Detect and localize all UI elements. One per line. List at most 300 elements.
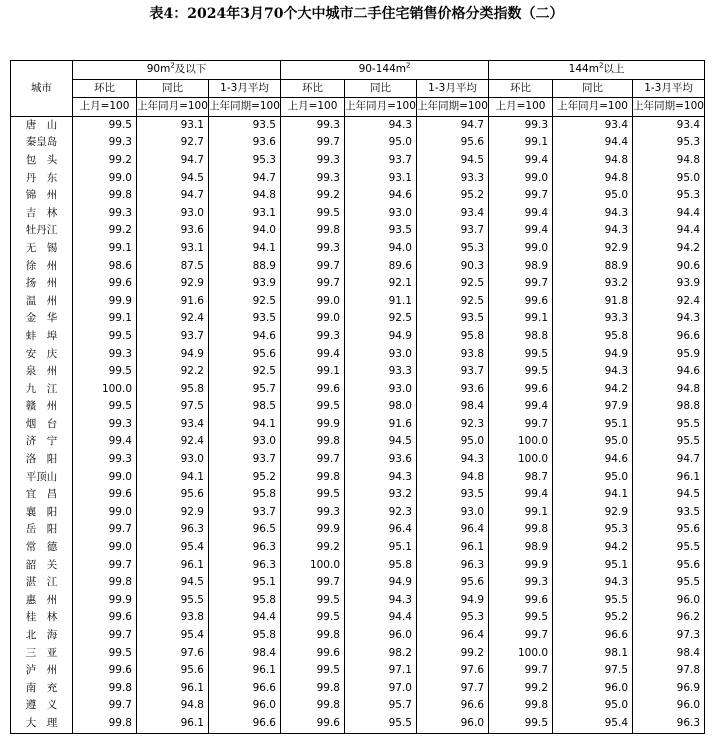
index-value: 94.9 (345, 574, 417, 592)
index-value: 99.4 (489, 152, 553, 170)
table-row (11, 662, 705, 680)
index-value: 96.2 (633, 609, 705, 627)
index-value: 96.1 (417, 539, 489, 557)
index-value: 97.7 (417, 680, 489, 698)
index-value: 99.5 (281, 662, 345, 680)
base-header-same-month: 上年同月=100 (345, 98, 417, 117)
index-value: 99.2 (73, 152, 137, 170)
index-value: 92.3 (417, 416, 489, 434)
index-value: 93.9 (209, 275, 281, 293)
index-value: 99.7 (281, 258, 345, 276)
index-value: 92.5 (209, 293, 281, 311)
index-value: 96.9 (633, 680, 705, 698)
index-value: 99.5 (281, 205, 345, 223)
index-value: 98.1 (553, 645, 633, 663)
index-value: 95.2 (553, 609, 633, 627)
index-value: 99.0 (489, 240, 553, 258)
index-value: 94.6 (345, 187, 417, 205)
index-value: 99.9 (73, 592, 137, 610)
index-value: 94.0 (345, 240, 417, 258)
city-name: 温 州 (11, 293, 73, 311)
table-row (11, 310, 705, 328)
index-value: 98.7 (489, 469, 553, 487)
city-name: 北 海 (11, 627, 73, 645)
index-value: 95.6 (137, 662, 209, 680)
index-value: 93.7 (345, 152, 417, 170)
sub-header-avg: 1-3月平均 (633, 79, 705, 98)
index-value: 99.8 (489, 521, 553, 539)
city-name: 大 理 (11, 715, 73, 733)
index-value: 96.6 (553, 627, 633, 645)
group-header-over-144: $144m^2$以上 (489, 61, 705, 80)
index-value: 93.6 (209, 134, 281, 152)
index-value: 99.7 (489, 187, 553, 205)
table-row (11, 715, 705, 733)
table-body (11, 116, 705, 733)
index-value: 88.9 (553, 258, 633, 276)
city-name: 丹 东 (11, 170, 73, 188)
index-value: 99.3 (281, 504, 345, 522)
index-value: 96.3 (209, 539, 281, 557)
index-value: 99.8 (281, 222, 345, 240)
table-row (11, 557, 705, 575)
index-value: 96.4 (417, 627, 489, 645)
index-value: 96.6 (209, 680, 281, 698)
index-value: 91.8 (553, 293, 633, 311)
city-name: 洛 阳 (11, 451, 73, 469)
index-value: 98.0 (345, 398, 417, 416)
table-row (11, 293, 705, 311)
table-row (11, 416, 705, 434)
index-value: 94.9 (417, 592, 489, 610)
index-value: 95.8 (417, 328, 489, 346)
header-base-row (11, 98, 705, 117)
index-value: 99.6 (489, 381, 553, 399)
index-value: 99.0 (73, 469, 137, 487)
index-value: 99.5 (489, 609, 553, 627)
city-name: 徐 州 (11, 258, 73, 276)
index-value: 99.2 (417, 645, 489, 663)
index-value: 99.3 (489, 574, 553, 592)
index-value: 99.3 (281, 328, 345, 346)
index-value: 99.1 (73, 310, 137, 328)
index-value: 95.2 (417, 187, 489, 205)
index-value: 99.6 (281, 381, 345, 399)
index-value: 99.8 (281, 680, 345, 698)
index-value: 99.5 (73, 328, 137, 346)
index-value: 95.6 (137, 486, 209, 504)
index-value: 95.2 (209, 469, 281, 487)
city-name: 包 头 (11, 152, 73, 170)
index-value: 99.7 (489, 275, 553, 293)
index-value: 92.2 (137, 363, 209, 381)
index-value: 99.4 (489, 486, 553, 504)
table-row (11, 574, 705, 592)
index-value: 90.3 (417, 258, 489, 276)
index-value: 100.0 (73, 381, 137, 399)
price-index-table (10, 60, 705, 734)
index-value: 96.0 (633, 697, 705, 715)
index-value: 99.0 (281, 293, 345, 311)
index-value: 95.8 (209, 627, 281, 645)
sub-header-avg: 1-3月平均 (209, 79, 281, 98)
index-value: 98.8 (633, 398, 705, 416)
index-value: 99.2 (281, 539, 345, 557)
index-value: 93.1 (345, 170, 417, 188)
index-value: 93.1 (137, 116, 209, 134)
index-value: 93.5 (209, 310, 281, 328)
index-value: 94.5 (137, 170, 209, 188)
index-value: 99.5 (73, 398, 137, 416)
index-value: 95.4 (137, 627, 209, 645)
index-value: 88.9 (209, 258, 281, 276)
index-value: 95.0 (633, 170, 705, 188)
index-value: 94.8 (137, 697, 209, 715)
index-value: 92.5 (417, 293, 489, 311)
index-value: 99.6 (73, 275, 137, 293)
index-value: 99.4 (281, 346, 345, 364)
sub-header-yoy: 同比 (553, 79, 633, 98)
index-value: 99.7 (281, 574, 345, 592)
index-value: 94.2 (553, 381, 633, 399)
index-value: 99.3 (73, 451, 137, 469)
table-row (11, 152, 705, 170)
index-value: 94.4 (633, 205, 705, 223)
table-row (11, 451, 705, 469)
index-value: 95.3 (417, 240, 489, 258)
index-value: 99.6 (73, 662, 137, 680)
index-value: 95.5 (137, 592, 209, 610)
index-value: 95.3 (553, 521, 633, 539)
index-value: 96.1 (633, 469, 705, 487)
index-value: 96.4 (417, 521, 489, 539)
index-value: 99.7 (489, 416, 553, 434)
index-value: 99.5 (489, 363, 553, 381)
table-row (11, 187, 705, 205)
city-name: 扬 州 (11, 275, 73, 293)
table-row (11, 504, 705, 522)
table-row (11, 469, 705, 487)
index-value: 94.4 (553, 134, 633, 152)
index-value: 92.7 (137, 134, 209, 152)
index-value: 99.8 (281, 627, 345, 645)
index-value: 99.7 (281, 275, 345, 293)
index-value: 99.6 (281, 715, 345, 733)
index-value: 94.8 (553, 152, 633, 170)
index-value: 96.3 (137, 521, 209, 539)
city-name: 锦 州 (11, 187, 73, 205)
city-name: 桂 林 (11, 609, 73, 627)
index-value: 92.4 (633, 293, 705, 311)
index-value: 93.4 (417, 205, 489, 223)
base-header-prev-month: 上月=100 (281, 98, 345, 117)
city-name: 唐 山 (11, 116, 73, 134)
index-value: 96.0 (345, 627, 417, 645)
index-value: 92.9 (137, 275, 209, 293)
index-value: 97.5 (553, 662, 633, 680)
index-value: 94.3 (553, 205, 633, 223)
index-value: 99.4 (489, 398, 553, 416)
index-value: 99.3 (281, 240, 345, 258)
index-value: 100.0 (489, 451, 553, 469)
city-name: 烟 台 (11, 416, 73, 434)
index-value: 94.7 (417, 116, 489, 134)
base-header-prev-month: 上月=100 (489, 98, 553, 117)
index-value: 99.9 (281, 521, 345, 539)
table-title: 表4：2024年3月70个大中城市二手住宅销售价格分类指数（二） (149, 6, 564, 22)
index-value: 93.7 (137, 328, 209, 346)
index-value: 99.5 (73, 645, 137, 663)
index-value: 99.3 (281, 152, 345, 170)
index-value: 93.5 (209, 116, 281, 134)
base-header-same-period: 上年同期=100 (209, 98, 281, 117)
index-value: 93.0 (137, 205, 209, 223)
index-value: 93.6 (345, 451, 417, 469)
index-value: 92.9 (553, 240, 633, 258)
index-value: 93.3 (417, 170, 489, 188)
index-value: 99.6 (73, 609, 137, 627)
city-name: 赣 州 (11, 398, 73, 416)
index-value: 99.5 (281, 609, 345, 627)
index-value: 94.9 (137, 346, 209, 364)
index-value: 91.6 (137, 293, 209, 311)
index-value: 99.8 (73, 187, 137, 205)
sub-header-avg: 1-3月平均 (417, 79, 489, 98)
index-value: 99.8 (281, 433, 345, 451)
index-value: 93.7 (209, 451, 281, 469)
city-name: 泸 州 (11, 662, 73, 680)
index-value: 99.3 (73, 416, 137, 434)
index-value: 95.1 (209, 574, 281, 592)
index-value: 96.1 (137, 715, 209, 733)
index-value: 94.1 (209, 240, 281, 258)
index-value: 99.7 (73, 557, 137, 575)
index-value: 93.9 (633, 275, 705, 293)
index-value: 95.6 (209, 346, 281, 364)
index-value: 94.4 (345, 609, 417, 627)
index-value: 92.9 (137, 504, 209, 522)
index-value: 96.0 (417, 715, 489, 733)
index-value: 99.9 (489, 557, 553, 575)
index-value: 90.6 (633, 258, 705, 276)
index-value: 94.3 (633, 310, 705, 328)
index-value: 92.5 (417, 275, 489, 293)
index-value: 99.5 (281, 592, 345, 610)
index-value: 95.5 (633, 416, 705, 434)
index-value: 99.9 (281, 416, 345, 434)
index-value: 93.7 (209, 504, 281, 522)
city-name: 湛 江 (11, 574, 73, 592)
index-value: 96.5 (209, 521, 281, 539)
index-value: 99.4 (489, 205, 553, 223)
base-header-prev-month: 上月=100 (73, 98, 137, 117)
table-row (11, 170, 705, 188)
index-value: 96.1 (137, 680, 209, 698)
index-value: 95.8 (209, 486, 281, 504)
index-value: 95.0 (417, 433, 489, 451)
index-value: 93.5 (417, 486, 489, 504)
table-row (11, 275, 705, 293)
table-row (11, 627, 705, 645)
index-value: 94.1 (209, 416, 281, 434)
index-value: 99.1 (73, 240, 137, 258)
index-value: 99.8 (73, 715, 137, 733)
index-value: 98.4 (633, 645, 705, 663)
table-row (11, 539, 705, 557)
index-value: 94.3 (345, 592, 417, 610)
city-name: 三 亚 (11, 645, 73, 663)
index-value: 93.8 (417, 346, 489, 364)
index-value: 98.9 (489, 539, 553, 557)
index-value: 93.0 (417, 504, 489, 522)
index-value: 94.3 (345, 469, 417, 487)
index-value: 95.8 (209, 592, 281, 610)
index-value: 93.5 (633, 504, 705, 522)
city-name: 常 德 (11, 539, 73, 557)
city-name: 金 华 (11, 310, 73, 328)
index-value: 99.7 (73, 697, 137, 715)
index-value: 95.3 (633, 134, 705, 152)
city-name: 济 宁 (11, 433, 73, 451)
index-value: 94.9 (553, 346, 633, 364)
index-value: 94.3 (553, 574, 633, 592)
index-value: 99.5 (281, 398, 345, 416)
index-value: 95.0 (345, 134, 417, 152)
index-value: 100.0 (281, 557, 345, 575)
index-value: 93.7 (417, 222, 489, 240)
index-value: 98.5 (209, 398, 281, 416)
index-value: 95.9 (633, 346, 705, 364)
table-row (11, 240, 705, 258)
index-value: 95.5 (633, 433, 705, 451)
index-value: 95.6 (633, 521, 705, 539)
index-value: 92.5 (209, 363, 281, 381)
index-value: 94.0 (209, 222, 281, 240)
city-name: 泉 州 (11, 363, 73, 381)
index-value: 94.3 (345, 116, 417, 134)
index-value: 93.4 (553, 116, 633, 134)
sub-header-mom: 环比 (489, 79, 553, 98)
index-value: 95.7 (209, 381, 281, 399)
index-value: 99.8 (489, 697, 553, 715)
index-value: 93.4 (633, 116, 705, 134)
base-header-same-month: 上年同月=100 (553, 98, 633, 117)
index-value: 99.8 (281, 469, 345, 487)
index-value: 99.5 (489, 715, 553, 733)
index-value: 96.3 (633, 715, 705, 733)
index-value: 94.8 (633, 152, 705, 170)
index-value: 91.1 (345, 293, 417, 311)
index-value: 96.0 (633, 592, 705, 610)
index-value: 99.7 (281, 134, 345, 152)
index-value: 94.1 (137, 469, 209, 487)
index-value: 93.0 (345, 346, 417, 364)
table-row (11, 592, 705, 610)
index-value: 99.1 (489, 504, 553, 522)
index-value: 95.5 (345, 715, 417, 733)
index-value: 99.8 (281, 697, 345, 715)
index-value: 93.0 (209, 433, 281, 451)
index-value: 99.3 (73, 134, 137, 152)
index-value: 99.3 (281, 116, 345, 134)
index-value: 95.3 (633, 187, 705, 205)
index-value: 93.7 (417, 363, 489, 381)
index-value: 94.5 (137, 574, 209, 592)
index-value: 94.9 (345, 328, 417, 346)
city-name: 韶 关 (11, 557, 73, 575)
base-header-same-month: 上年同月=100 (137, 98, 209, 117)
index-value: 99.5 (73, 363, 137, 381)
index-value: 95.4 (137, 539, 209, 557)
index-value: 97.3 (633, 627, 705, 645)
index-value: 99.2 (281, 187, 345, 205)
index-value: 95.0 (553, 433, 633, 451)
index-value: 94.8 (417, 469, 489, 487)
index-value: 99.5 (489, 346, 553, 364)
index-value: 95.4 (553, 715, 633, 733)
index-value: 98.9 (489, 258, 553, 276)
index-value: 94.2 (633, 240, 705, 258)
table-row (11, 328, 705, 346)
sub-header-yoy: 同比 (137, 79, 209, 98)
index-value: 99.3 (73, 205, 137, 223)
index-value: 96.4 (345, 521, 417, 539)
index-value: 95.1 (345, 539, 417, 557)
index-value: 89.6 (345, 258, 417, 276)
city-name: 南 充 (11, 680, 73, 698)
index-value: 96.3 (417, 557, 489, 575)
index-value: 98.4 (209, 645, 281, 663)
table-row (11, 486, 705, 504)
index-value: 95.3 (209, 152, 281, 170)
index-value: 92.4 (137, 433, 209, 451)
index-value: 94.8 (553, 170, 633, 188)
table-row (11, 680, 705, 698)
index-value: 94.6 (633, 363, 705, 381)
index-value: 94.6 (553, 451, 633, 469)
index-value: 93.0 (345, 381, 417, 399)
index-value: 99.0 (73, 504, 137, 522)
index-value: 99.7 (489, 662, 553, 680)
table-row (11, 134, 705, 152)
table-row (11, 363, 705, 381)
table-row (11, 381, 705, 399)
index-value: 96.3 (209, 557, 281, 575)
index-value: 94.4 (209, 609, 281, 627)
group-header-under-90: $90m^2$及以下 (73, 61, 281, 80)
index-value: 99.5 (281, 486, 345, 504)
index-value: 97.1 (345, 662, 417, 680)
index-value: 98.6 (73, 258, 137, 276)
index-value: 99.3 (281, 170, 345, 188)
index-value: 98.8 (489, 328, 553, 346)
index-value: 94.3 (553, 363, 633, 381)
city-name: 平顶山 (11, 469, 73, 487)
index-value: 93.5 (345, 222, 417, 240)
index-value: 95.1 (553, 557, 633, 575)
index-value: 99.0 (489, 170, 553, 188)
index-value: 99.7 (73, 627, 137, 645)
index-value: 97.6 (137, 645, 209, 663)
index-value: 92.5 (345, 310, 417, 328)
index-value: 96.0 (209, 697, 281, 715)
city-name: 蚌 埠 (11, 328, 73, 346)
index-value: 91.6 (345, 416, 417, 434)
city-column-header: 城市 (11, 61, 73, 117)
index-value: 97.5 (137, 398, 209, 416)
index-value: 94.5 (633, 486, 705, 504)
index-value: 99.7 (73, 521, 137, 539)
